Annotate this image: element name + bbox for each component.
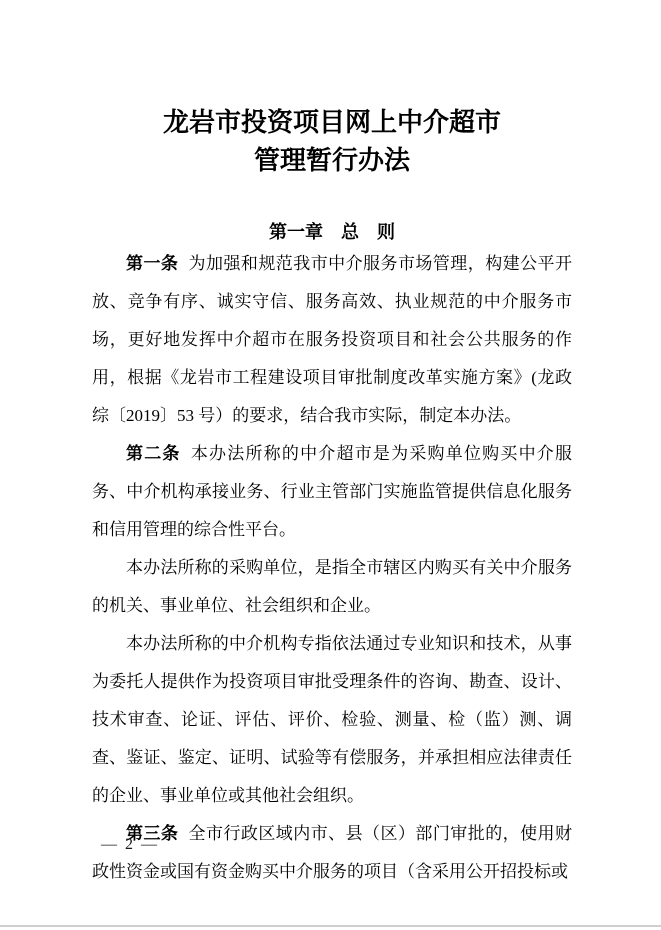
chapter-heading: 第一章 总 则 (269, 222, 395, 242)
paragraph-article-3 (92, 815, 572, 891)
article-number-3: 第三条 (126, 824, 179, 843)
paragraph-text-3: 本办法所称的采购单位，是指全市辖区内购买有关中介服务的机关、事业单位、社会组织和企业。 (92, 558, 572, 615)
paragraph-text-1: 为加强和规范我市中介服务市场管理，构建公平开放、竞争有序、诚实守信、服务高效、执业规范的中介服务市场，更好地发挥中介超市在服务投资项目和社会公共服务的作用，根据《龙岩市工程建设项目审批制度改革实施方案》(龙政综〔2019〕53 号）的要求，结合我市实际，制定本办法。 (92, 254, 573, 425)
document-body (92, 245, 572, 891)
article-number-1: 第一条 (126, 254, 179, 273)
paragraph-article-1 (92, 245, 572, 435)
paragraph-text-5: 全市行政区域内市、县（区）部门审批的，使用财政性资金或国有资金购买中介服务的项目（含采用公开招投标或 (92, 824, 573, 881)
document-title (92, 104, 572, 180)
document-title-line2: 管理暂行办法 (253, 146, 410, 175)
page-number: — 2 — (101, 836, 159, 853)
paragraph-text-2: 本办法所称的中介超市是为采购单位购买中介服务、中介机构承接业务、行业主管部门实施监管提供信息化服务和信用管理的综合性平台。 (92, 444, 573, 539)
page-bottom-edge (0, 925, 661, 927)
document-title-line1: 龙岩市投资项目网上中介超市 (162, 108, 501, 137)
article-number-2: 第二条 (126, 444, 181, 463)
paragraph-purchasing-units (92, 549, 572, 625)
paragraph-article-2 (92, 435, 572, 549)
paragraph-intermediary-agencies (92, 625, 572, 815)
paragraph-text-4: 本办法所称的中介机构专指依法通过专业知识和技术，从事为委托人提供作为投资项目审批受理条件的咨询、勘查、设计、技术审查、论证、评估、评价、检验、测量、检（监）测、调查、鉴证、鉴定、证明、试验等有偿服务，并承担相应法律责任的企业、事业单位或其他社会组织。 (92, 634, 572, 805)
